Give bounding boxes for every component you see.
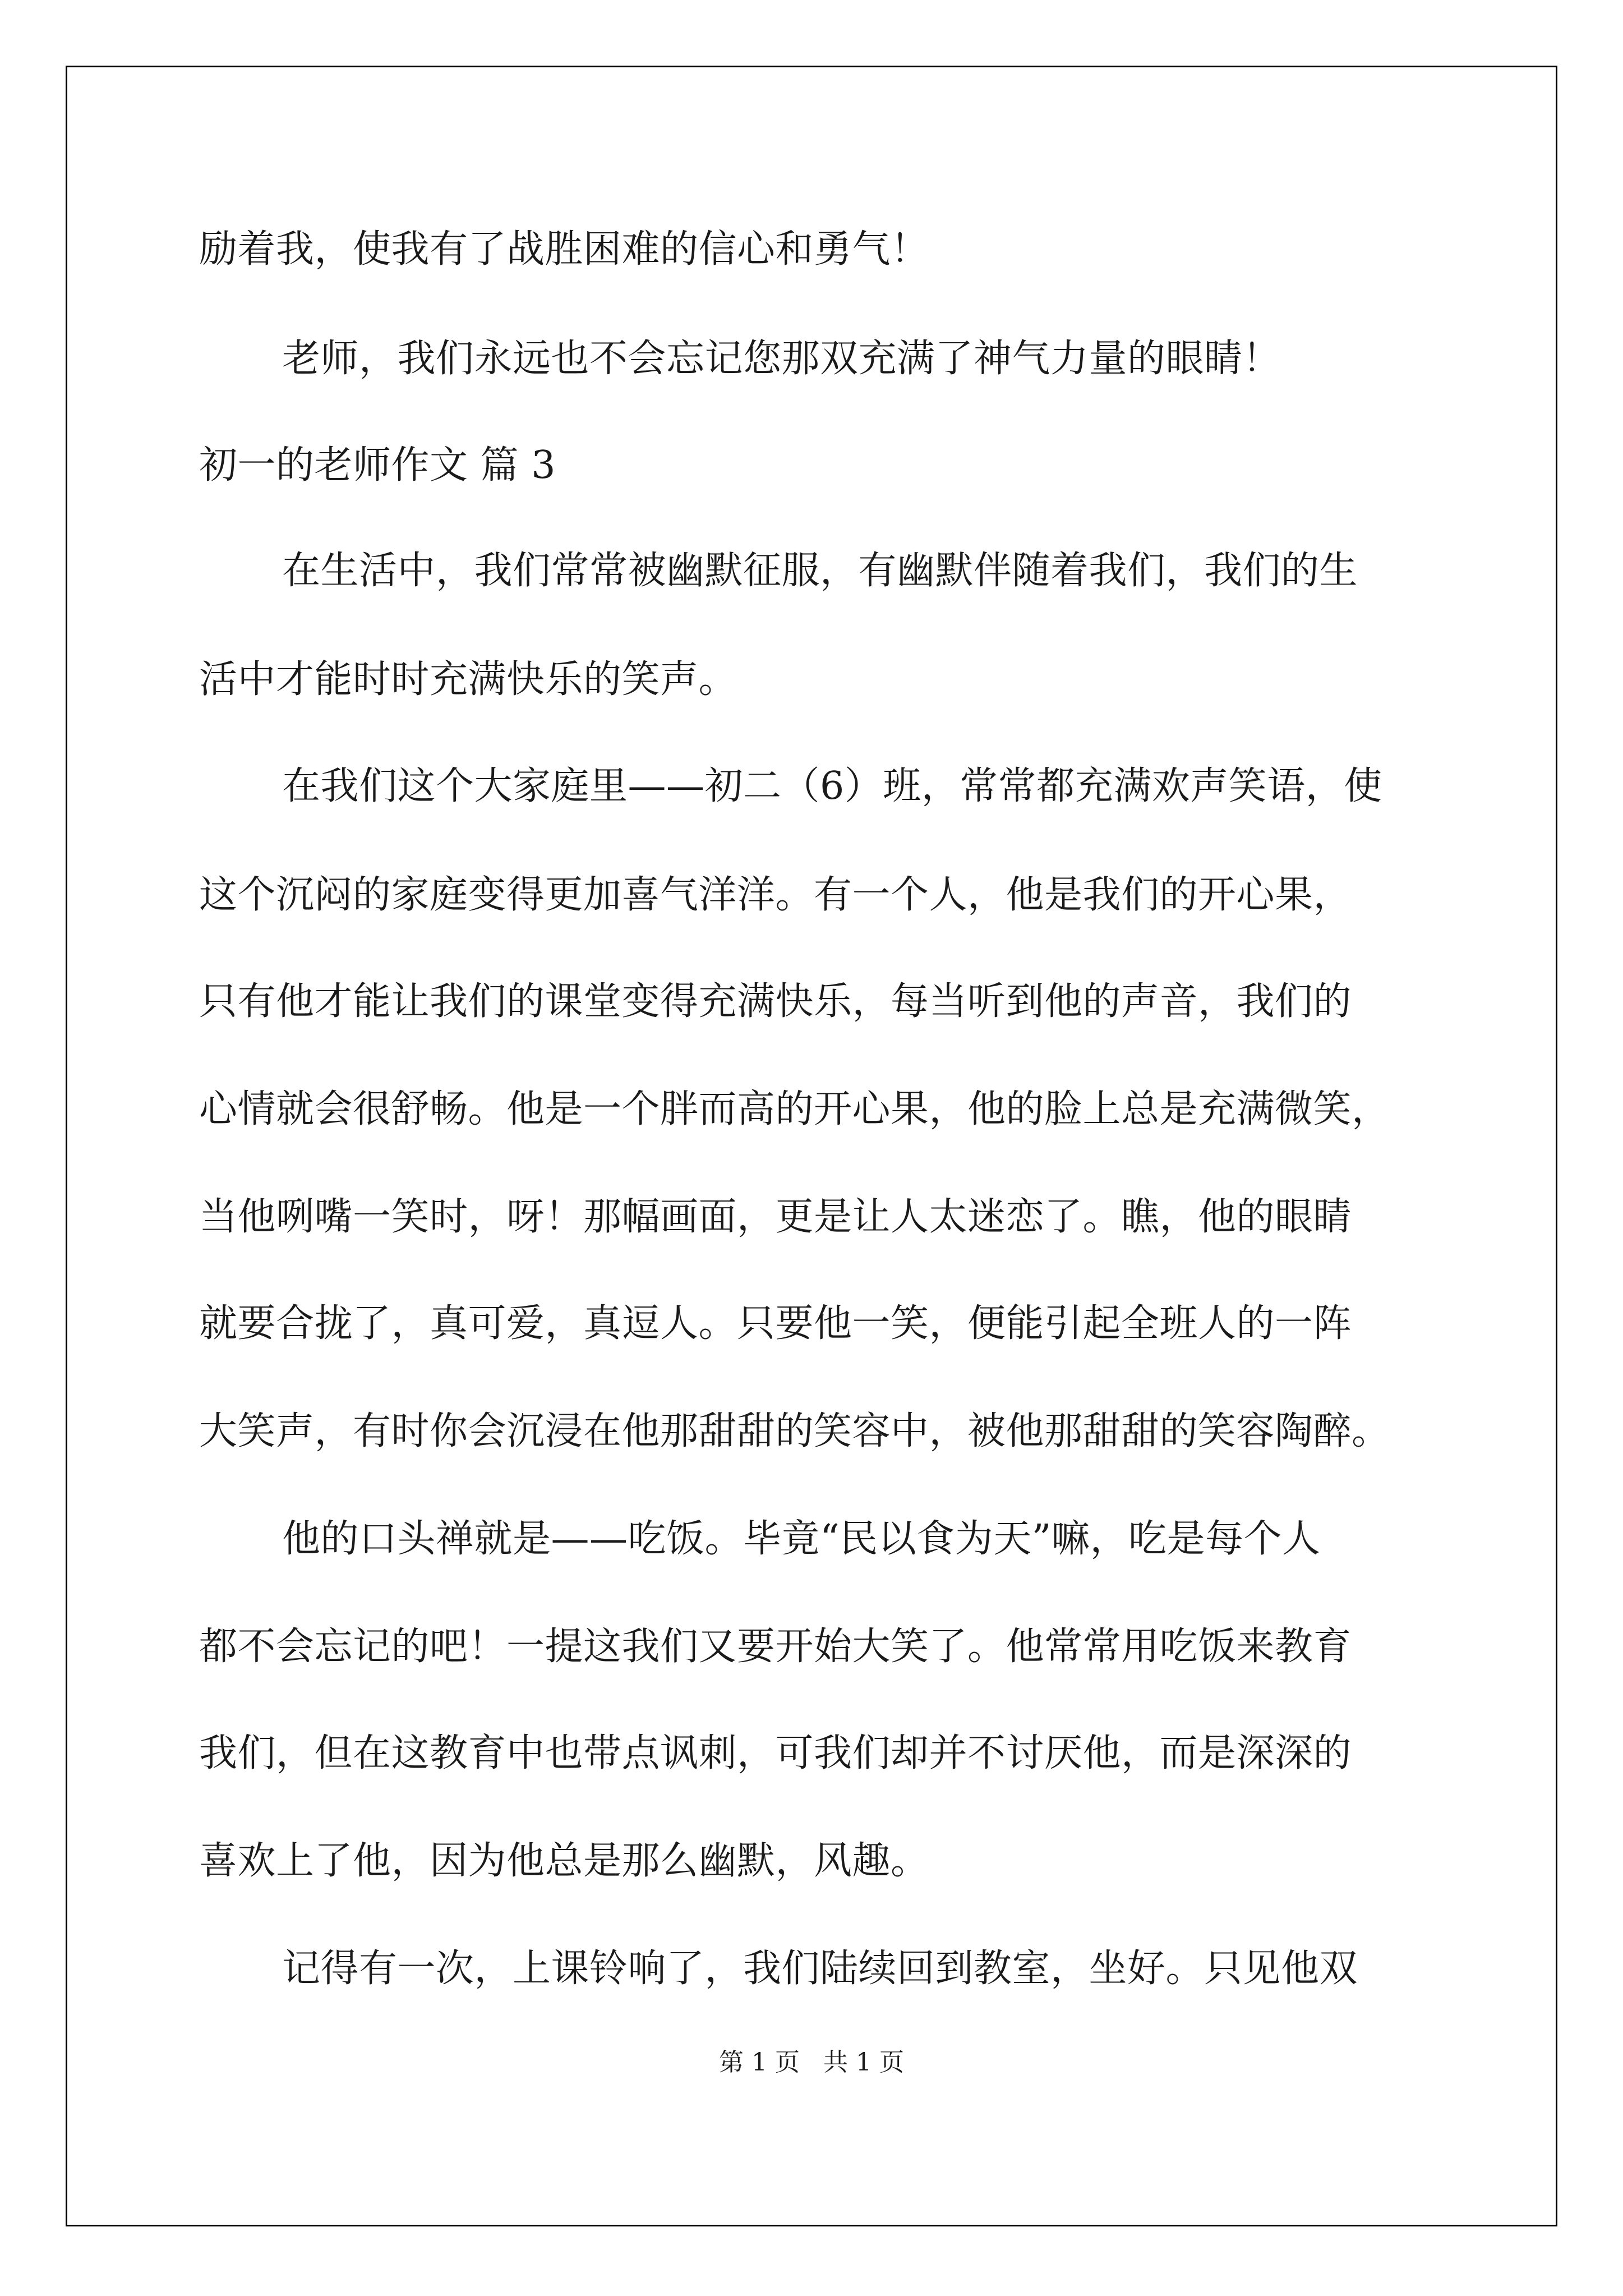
text-line: 当他咧嘴一笑时，呀！那幅画面，更是让人太迷恋了。瞧，他的眼睛 — [199, 1195, 1352, 1239]
text-line: 活中才能时时充满快乐的笑声。 — [199, 657, 737, 702]
text-line: 在生活中，我们常常被幽默征服，有幽默伴随着我们，我们的生 — [282, 549, 1358, 593]
text-line: 这个沉闷的家庭变得更加喜气洋洋。有一个人，他是我们的开心果， — [199, 873, 1352, 917]
page-border — [66, 66, 1557, 2226]
text-line: 励着我，使我有了战胜困难的信心和勇气！ — [199, 227, 929, 272]
page-footer: 第 1 页 共 1 页 — [719, 2048, 904, 2077]
text-line: 在我们这个大家庭里——初二（6）班，常常都充满欢声笑语，使 — [282, 764, 1382, 808]
section-heading: 初一的老师作文 篇 3 — [199, 443, 556, 487]
text-line: 就要合拢了，真可爱，真逗人。只要他一笑，便能引起全班人的一阵 — [199, 1301, 1352, 1346]
text-line: 心情就会很舒畅。他是一个胖而高的开心果，他的脸上总是充满微笑， — [199, 1087, 1390, 1131]
text-line: 只有他才能让我们的课堂变得充满快乐，每当听到他的声音，我们的 — [199, 979, 1352, 1024]
text-line: 老师，我们永远也不会忘记您那双充满了神气力量的眼睛！ — [282, 337, 1281, 381]
text-line: 大笑声，有时你会沉浸在他那甜甜的笑容中，被他那甜甜的笑容陶醉。 — [199, 1409, 1390, 1453]
text-line: 都不会忘记的吧！一提这我们又要开始大笑了。他常常用吃饭来教育 — [199, 1625, 1352, 1669]
text-line: 喜欢上了他，因为他总是那么幽默，风趣。 — [199, 1839, 929, 1883]
text-line: 记得有一次，上课铃响了，我们陆续回到教室，坐好。只见他双 — [282, 1947, 1358, 1991]
text-line: 他的口头禅就是——吃饭。毕竟“民以食为天”嘛，吃是每个人 — [282, 1517, 1321, 1561]
text-line: 我们，但在这教育中也带点讽刺，可我们却并不讨厌他，而是深深的 — [199, 1731, 1352, 1775]
